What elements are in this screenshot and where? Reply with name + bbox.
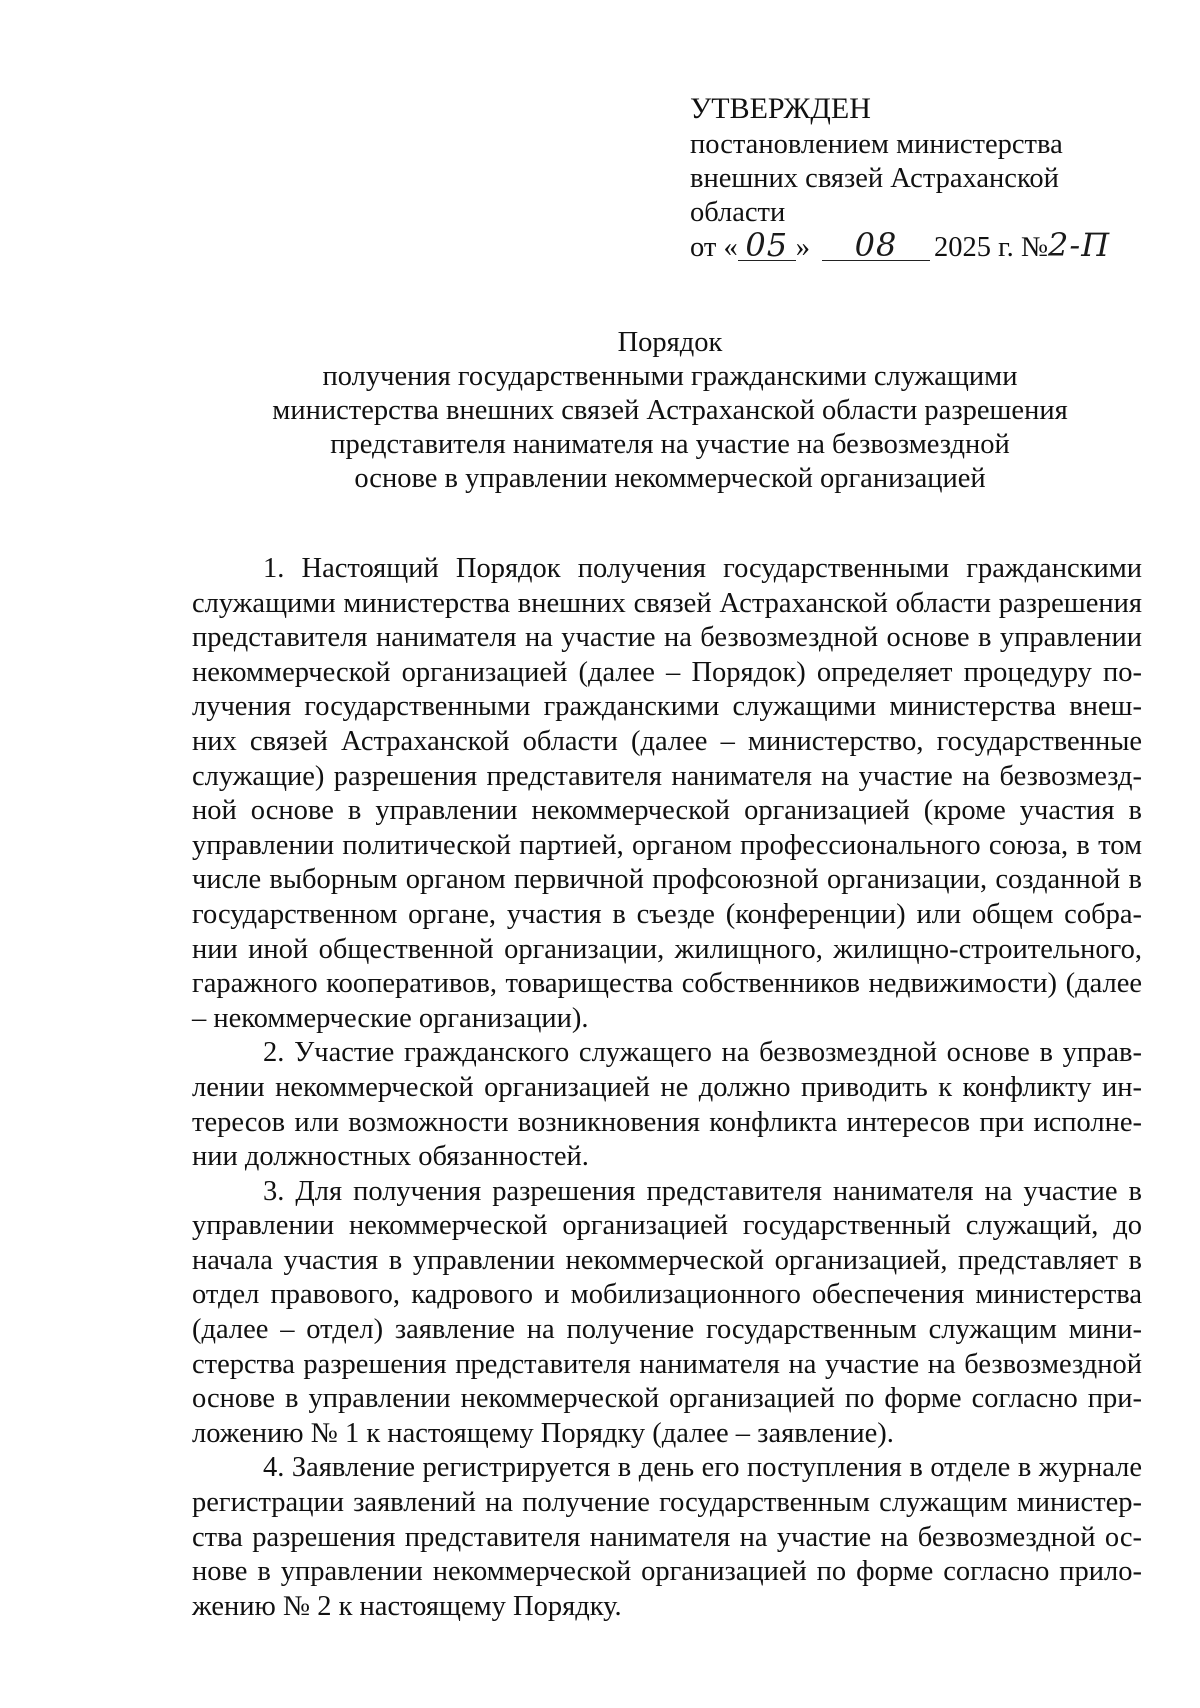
approval-stamp	[690, 92, 1170, 265]
date-day: 05	[738, 230, 796, 261]
title-line-4: представителя нанимателя на участие на безвозмездной	[330, 429, 1010, 460]
approval-heading: УТВЕРЖДЕН	[690, 92, 871, 125]
doc-number: 2-П	[1048, 226, 1111, 264]
approval-line-2: внешних связей Астраханской	[690, 163, 1059, 194]
paragraph-2: 2. Участие гражданского служащего на безвозмездной основе в управлении некоммерческой организацией не должно приводить к конфликту интересов или возможности возникновения конфликта интересов при исполнении должностных обязанностей.	[192, 1037, 1142, 1173]
document-body	[192, 552, 1142, 1624]
approval-date-line	[690, 226, 1170, 265]
title-line-5: основе в управлении некоммерческой организацией	[354, 463, 986, 494]
date-month: 08	[822, 230, 930, 261]
title-line-1: Порядок	[617, 327, 723, 358]
paragraph-1: 1. Настоящий Порядок получения государственными гражданскими служащими министерства внешних связей Астраханской области разрешения представителя нанимателя на участие на безвозмездной основе в управлении некоммерческой организацией (далее – Порядок) определяет процедуру получения государственными гражданскими служащими министерства внешних связей Астраханской области (далее – министерство, государственные служащие) разрешения представителя нанимателя на участие на безвозмездной основе в управлении некоммерческой организацией (кроме участия в управлении политической партией, органом профессионального союза, в том числе выборным органом первичной профсоюзной организации, созданной в государственном органе, участия в съезде (конференции) или общем собрании иной общественной организации, жилищного, жилищно-строительного, гаражного кооперативов, товарищества собственников недвижимости) (далее – некоммерческие организации).	[192, 553, 1142, 1034]
date-prefix: от «	[690, 232, 738, 263]
date-mid: »	[795, 232, 810, 263]
paragraph-3: 3. Для получения разрешения представителя нанимателя на участие в управлении некоммерческой организацией государственный служащий, до начала участия в управлении некоммерческой организацией, представляет в отдел правового, кадрового и мобилизационного обеспечения министерства (далее – отдел) заявление на получение государственным служащим министерства разрешения представителя нанимателя на участие на безвозмездной основе в управлении некоммерческой организацией по форме согласно приложению № 1 к настоящему Порядку (далее – заявление).	[192, 1175, 1142, 1449]
title-line-2: получения государственными гражданскими служащими	[322, 361, 1018, 392]
document-title	[130, 326, 1200, 496]
date-year: 2025 г. №	[933, 232, 1049, 263]
approval-line-1: постановлением министерства	[690, 129, 1063, 160]
title-line-3: министерства внешних связей Астраханской области разрешения	[272, 395, 1068, 426]
paragraph-4: 4. Заявление регистрируется в день его поступления в отделе в журнале регистрации заявлений на получение государственным служащим министерства разрешения представителя нанимателя на участие на безвозмездной основе в управлении некоммерческой организацией по форме согласно приложению № 2 к настоящему Порядку.	[192, 1452, 1142, 1622]
approval-line-3: области	[690, 197, 786, 228]
